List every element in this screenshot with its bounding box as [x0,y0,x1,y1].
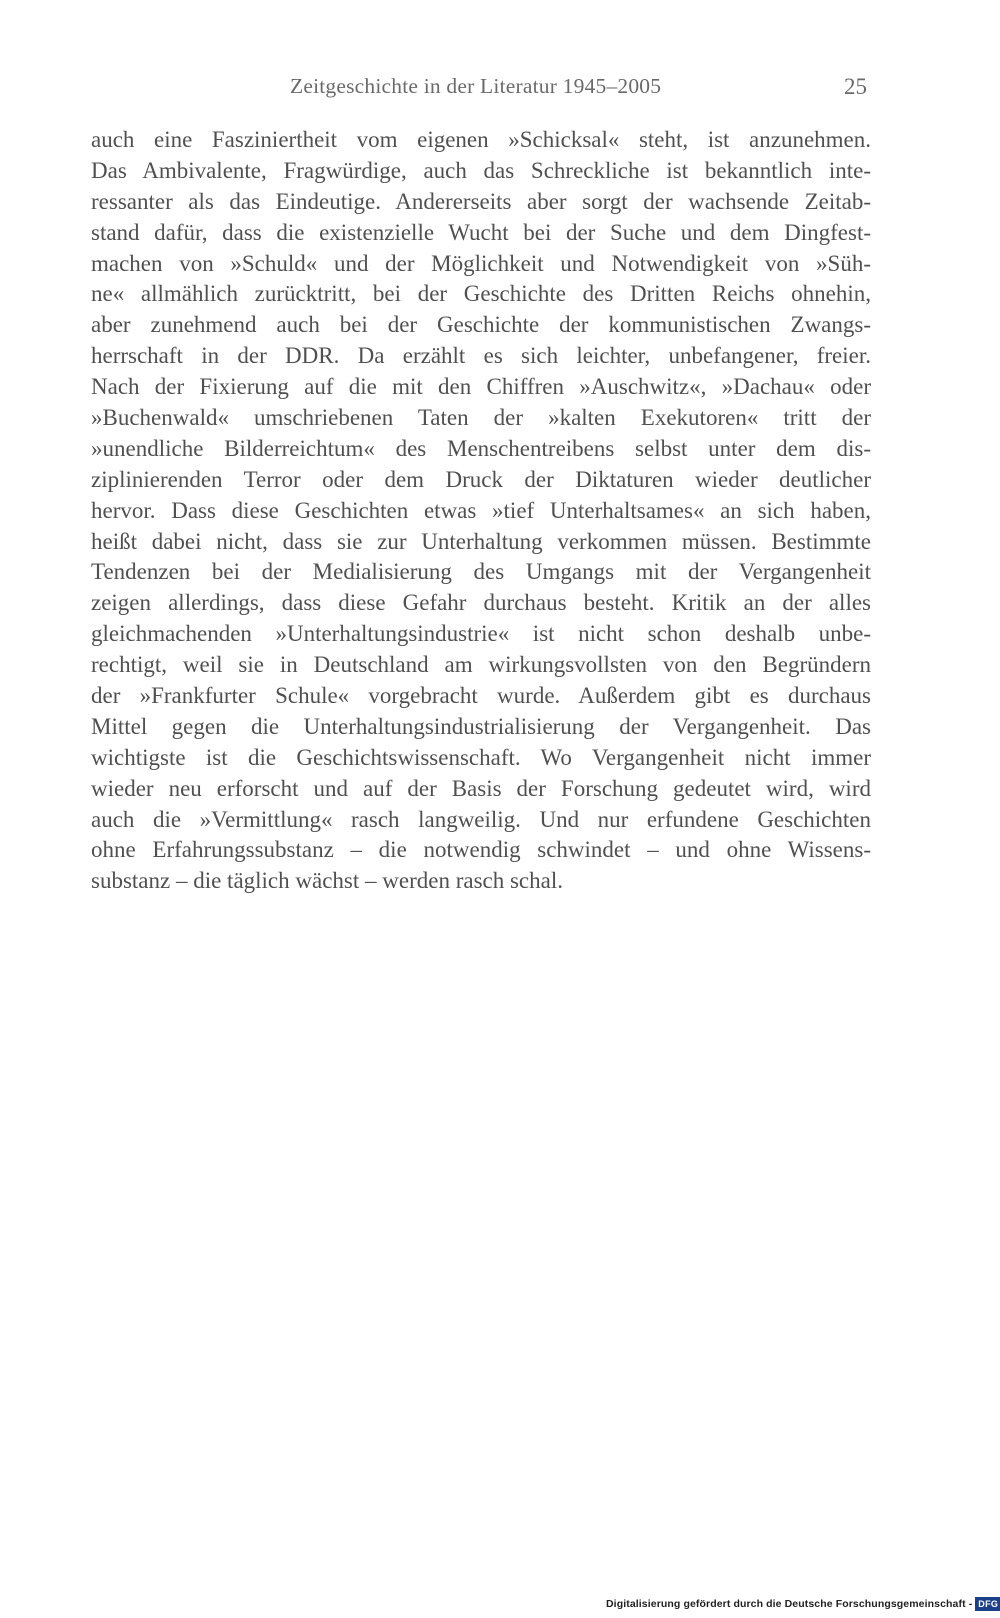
text-line: Das Ambivalente, Fragwürdige, auch das Schreckliche ist bekanntlich inte- [91,157,871,183]
text-line: zeigen allerdings, dass diese Gefahr durchaus besteht. Kritik an der alles [91,590,871,616]
text-line: Tendenzen bei der Medialisierung des Umgangs mit der Vergangenheit [91,559,871,585]
body-text [91,125,871,897]
dfg-logo-icon[interactable]: DFG [975,1597,1000,1611]
text-line: rechtigt, weil sie in Deutschland am wirkungsvollsten von den Begründern [91,652,871,678]
text-line: Nach der Fixierung auf die mit den Chiffren »Auschwitz«, »Dachau« oder [91,374,871,400]
text-line: auch eine Fasziniertheit vom eigenen »Schicksal« steht, ist anzunehmen. [91,127,871,152]
text-line: aber zunehmend auch bei der Geschichte der kommunistischen Zwangs- [91,312,871,338]
text-line: ziplinierenden Terror oder dem Druck der Diktaturen wieder deutlicher [91,466,871,492]
text-line: wieder neu erforscht und auf der Basis der Forschung gedeutet wird, wird [91,775,871,801]
text-line: »Buchenwald« umschriebenen Taten der »kalten Exekutoren« tritt der [91,405,871,431]
page-number: 25 [844,74,867,99]
text-line: »unendliche Bilderreichtum« des Menschentreibens selbst unter dem dis- [91,435,871,461]
text-line-last: substanz – die täglich wächst – werden rasch schal. [91,868,563,894]
digitization-footer [606,1597,1000,1611]
text-line: machen von »Schuld« und der Möglichkeit und Notwendigkeit von »Süh- [91,250,871,276]
text-line: Mittel gegen die Unterhaltungsindustrialisierung der Vergangenheit. Das [91,713,871,739]
text-line: hervor. Dass diese Geschichten etwas »tief Unterhaltsames« an sich haben, [91,497,871,523]
text-line: ohne Erfahrungssubstanz – die notwendig schwindet – und ohne Wissens- [91,837,871,863]
text-line: wichtigste ist die Geschichtswissenschaft. Wo Vergangenheit nicht immer [91,744,871,770]
text-line: stand dafür, dass die existenzielle Wucht bei der Suche und dem Dingfest- [91,219,871,245]
text-line: der »Frankfurter Schule« vorgebracht wurde. Außerdem gibt es durchaus [91,683,871,709]
digitization-note: Digitalisierung gefördert durch die Deutsche Forschungsgemeinschaft - [606,1598,973,1610]
text-line: heißt dabei nicht, dass sie zur Unterhaltung verkommen müssen. Bestimmte [91,528,871,554]
text-line: herrschaft in der DDR. Da erzählt es sich leichter, unbefangener, freier. [91,343,871,369]
text-line: auch die »Vermittlung« rasch langweilig. Und nur erfundene Geschichten [91,806,871,832]
text-line: ressanter als das Eindeutige. Andererseits aber sorgt der wachsende Zeitab- [91,188,871,214]
text-line: gleichmachenden »Unterhaltungsindustrie« ist nicht schon deshalb unbe- [91,621,871,647]
running-head-title: Zeitgeschichte in der Literatur 1945–2005 [290,74,662,98]
text-line: ne« allmählich zurücktritt, bei der Geschichte des Dritten Reichs ohnehin, [91,281,871,307]
